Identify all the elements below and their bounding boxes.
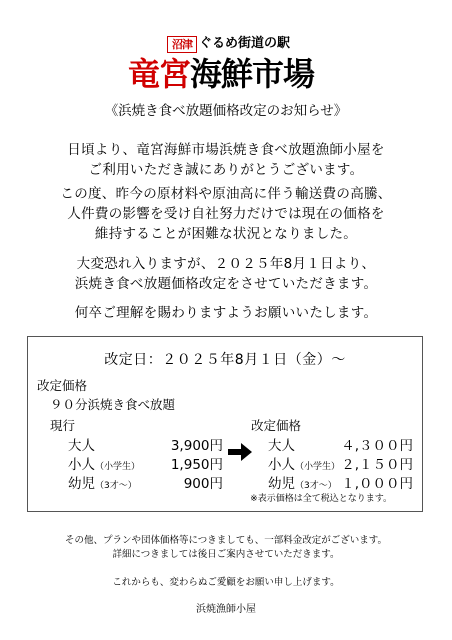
tax-note: ※表示価格は全て税込となります。	[250, 494, 392, 504]
price-category: 小人（小学生）	[68, 457, 141, 473]
plan-name: ９０分浜焼き食べ放題	[50, 397, 176, 412]
paragraph-line: この度、昨今の原材料や原油高に伴う輸送費の高騰、	[60, 186, 392, 202]
price-value: 900円	[183, 476, 223, 492]
numazu-seal: 沼津	[167, 36, 197, 53]
price-category: 小人（小学生）	[268, 457, 341, 473]
logo-red-text: 竜宮	[128, 55, 191, 93]
new-price-label: 改定価格	[251, 418, 302, 433]
price-category: 大人	[68, 438, 95, 454]
notice-title: 《浜焼き食べ放題価格改定のお知らせ》	[104, 103, 348, 119]
revised-price-label: 改定価格	[37, 378, 88, 393]
paragraph-line: 浜焼き食べ放題価格改定をさせていただきます。	[74, 276, 378, 292]
price-box	[27, 336, 423, 512]
logo	[128, 54, 314, 94]
paragraph-line: 大変恐れ入りますが、２０２５年8月１日より、	[76, 256, 376, 272]
current-price-label: 現行	[50, 418, 76, 433]
paragraph-line: ご利用いただき誠にありがとうございます。	[88, 162, 364, 178]
header	[0, 36, 452, 98]
price-value: 3,900円	[170, 438, 223, 454]
logo-black-text: 海鮮市場	[190, 55, 315, 93]
paragraph-line: 維持することが困難な状況となりました。	[94, 226, 358, 242]
paragraph-reason	[0, 184, 452, 244]
paragraph-greeting	[0, 140, 452, 180]
header-subtitle: ぐるめ街道の駅	[199, 36, 291, 51]
footer-line: その他、プランや団体価格等につきましても、一部料金改定がございます。	[64, 535, 388, 546]
paragraph-request: 何卒ご理解を賜わりますようお願いいたします。	[74, 305, 378, 321]
paragraph-announcement	[0, 254, 452, 294]
right-arrow-icon	[228, 443, 252, 461]
price-value: 1,950円	[170, 457, 223, 473]
price-category: 幼児（3才～）	[268, 476, 337, 492]
paragraph-line: 人件費の影響を受け自社努力だけでは現在の価格を	[67, 206, 385, 222]
price-value: ４,３００円	[341, 438, 413, 454]
effective-date: 改定日：２０２５年8月１日（金）～	[104, 352, 346, 368]
footer-line: これからも、変わらぬご愛顧をお願い申し上げます。	[112, 577, 340, 588]
price-category: 幼児（3才～）	[68, 476, 137, 492]
price-value: １,０００円	[341, 476, 413, 492]
footer-line: 詳細につきましては後日ご案内させていただきます。	[112, 549, 340, 560]
signature: 浜焼漁師小屋	[196, 604, 256, 615]
price-category: 大人	[268, 438, 295, 454]
price-value: ２,１５０円	[341, 457, 413, 473]
paragraph-line: 日頃より、竜宮海鮮市場浜焼き食べ放題漁師小屋を	[67, 142, 385, 158]
